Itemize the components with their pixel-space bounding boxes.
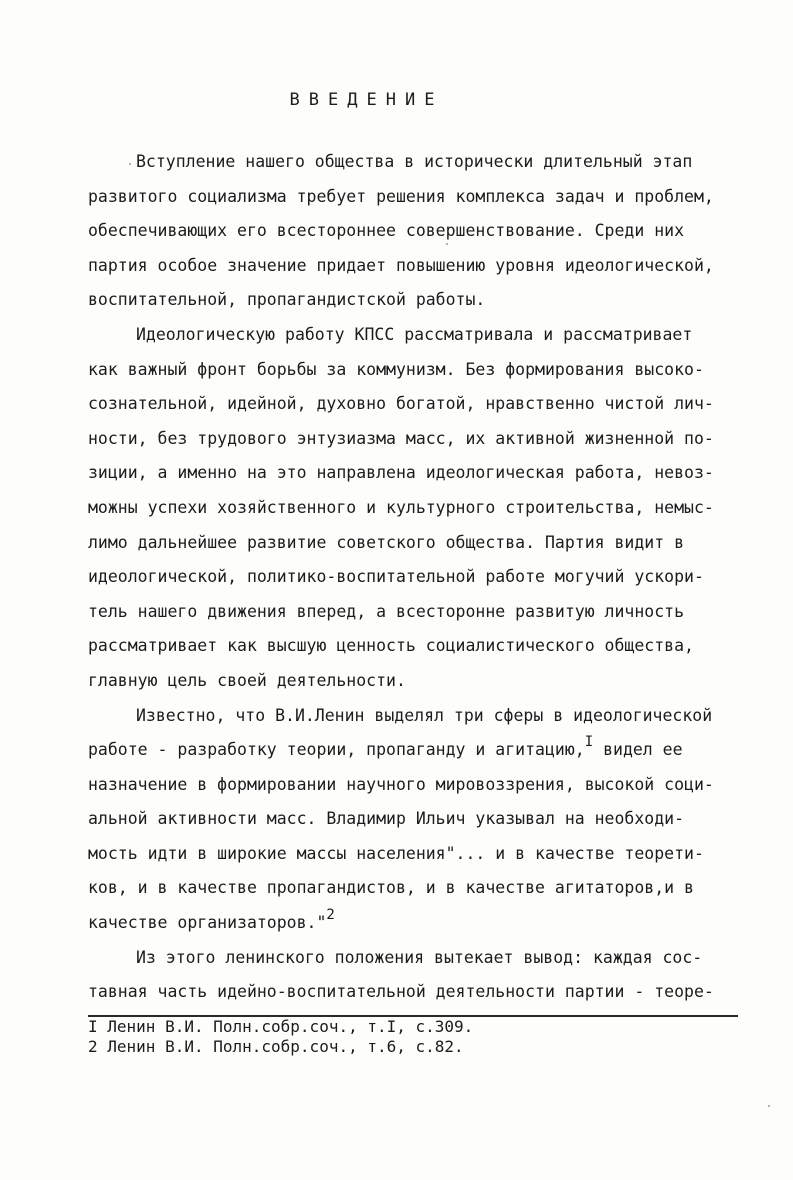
text-line: тавная часть идейно-воспитательной деятельности партии - теоре- bbox=[88, 982, 714, 1002]
footnote-1: I Ленин В.И. Полн.собр.соч., т.I, с.309. bbox=[88, 1017, 474, 1036]
body-text bbox=[88, 145, 748, 1010]
text-fragment: качестве организаторов." bbox=[88, 913, 327, 933]
paragraph-2 bbox=[88, 318, 748, 699]
footnotes bbox=[88, 1017, 748, 1057]
text-line: тель нашего движения вперед, а всесторонне развитую личность bbox=[88, 601, 685, 621]
text-line: ности, без трудового энтузиазма масс, их активной жизненной по- bbox=[88, 428, 714, 448]
text-line bbox=[88, 906, 748, 941]
text-line: зиции, а именно на это направлена идеологическая работа, невоз- bbox=[88, 463, 714, 483]
footnote-ref-1[interactable]: I bbox=[584, 734, 594, 751]
text-line: главную цель своей деятельности. bbox=[88, 670, 406, 690]
scan-speck bbox=[129, 163, 131, 165]
text-fragment: видел ее bbox=[593, 740, 683, 760]
paragraph-3 bbox=[88, 699, 748, 941]
footnote-ref-2[interactable]: 2 bbox=[326, 907, 335, 924]
text-line: Идеологическую работу КПСС рассматривала и рассматривает bbox=[136, 324, 693, 344]
text-line: партия особое значение придает повышению уровня идеологической, bbox=[88, 255, 714, 275]
text-line: ков, и в качестве пропагандистов, и в качестве агитаторов,и в bbox=[88, 878, 694, 898]
text-line: обеспечивающих его всестороннее совершенствование. Среди них bbox=[88, 221, 685, 241]
text-line: можны успехи хозяйственного и культурного строительства, немыс- bbox=[88, 497, 714, 517]
text-line: Вступление нашего общества в исторически длительный этап bbox=[136, 152, 693, 171]
text-line: Из этого ленинского положения вытекает вывод: каждая сос- bbox=[136, 947, 703, 967]
text-line: идеологической, политико-воспитательной работе могучий ускори- bbox=[88, 567, 704, 587]
scan-speck bbox=[768, 1105, 770, 1107]
text-line: лимо дальнейшее развитие советского общества. Партия видит в bbox=[88, 532, 685, 552]
text-line: рассматривает как высшую ценность социалистического общества, bbox=[88, 636, 694, 656]
page-title: ВВЕДЕНИЕ bbox=[289, 90, 444, 110]
text-line: мость идти в широкие массы населения"... и в качестве теорети- bbox=[88, 843, 704, 863]
text-line: альной активности масс. Владимир Ильич указывал на необходи- bbox=[88, 809, 685, 829]
text-line: воспитательной, пропагандистской работы. bbox=[88, 290, 486, 310]
paragraph-4 bbox=[88, 941, 748, 1010]
text-line: как важный фронт борьбы за коммунизм. Без формирования высоко- bbox=[88, 359, 704, 379]
text-line: сознательной, идейной, духовно богатой, нравственно чистой лич- bbox=[88, 394, 714, 414]
text-line: Известно, что В.И.Ленин выделял три сферы в идеологической bbox=[136, 705, 713, 725]
text-line bbox=[88, 733, 748, 768]
text-line: развитого социализма требует решения комплекса задач и проблем, bbox=[88, 186, 714, 206]
scan-speck bbox=[446, 243, 448, 245]
footnote-2: 2 Ленин В.И. Полн.собр.соч., т.6, с.82. bbox=[88, 1037, 464, 1056]
text-line: назначение в формировании научного мировоззрения, высокой соци- bbox=[88, 774, 714, 794]
text-fragment: работе - разработку теории, пропаганду и агитацию, bbox=[88, 740, 585, 760]
paragraph-1 bbox=[88, 145, 748, 318]
